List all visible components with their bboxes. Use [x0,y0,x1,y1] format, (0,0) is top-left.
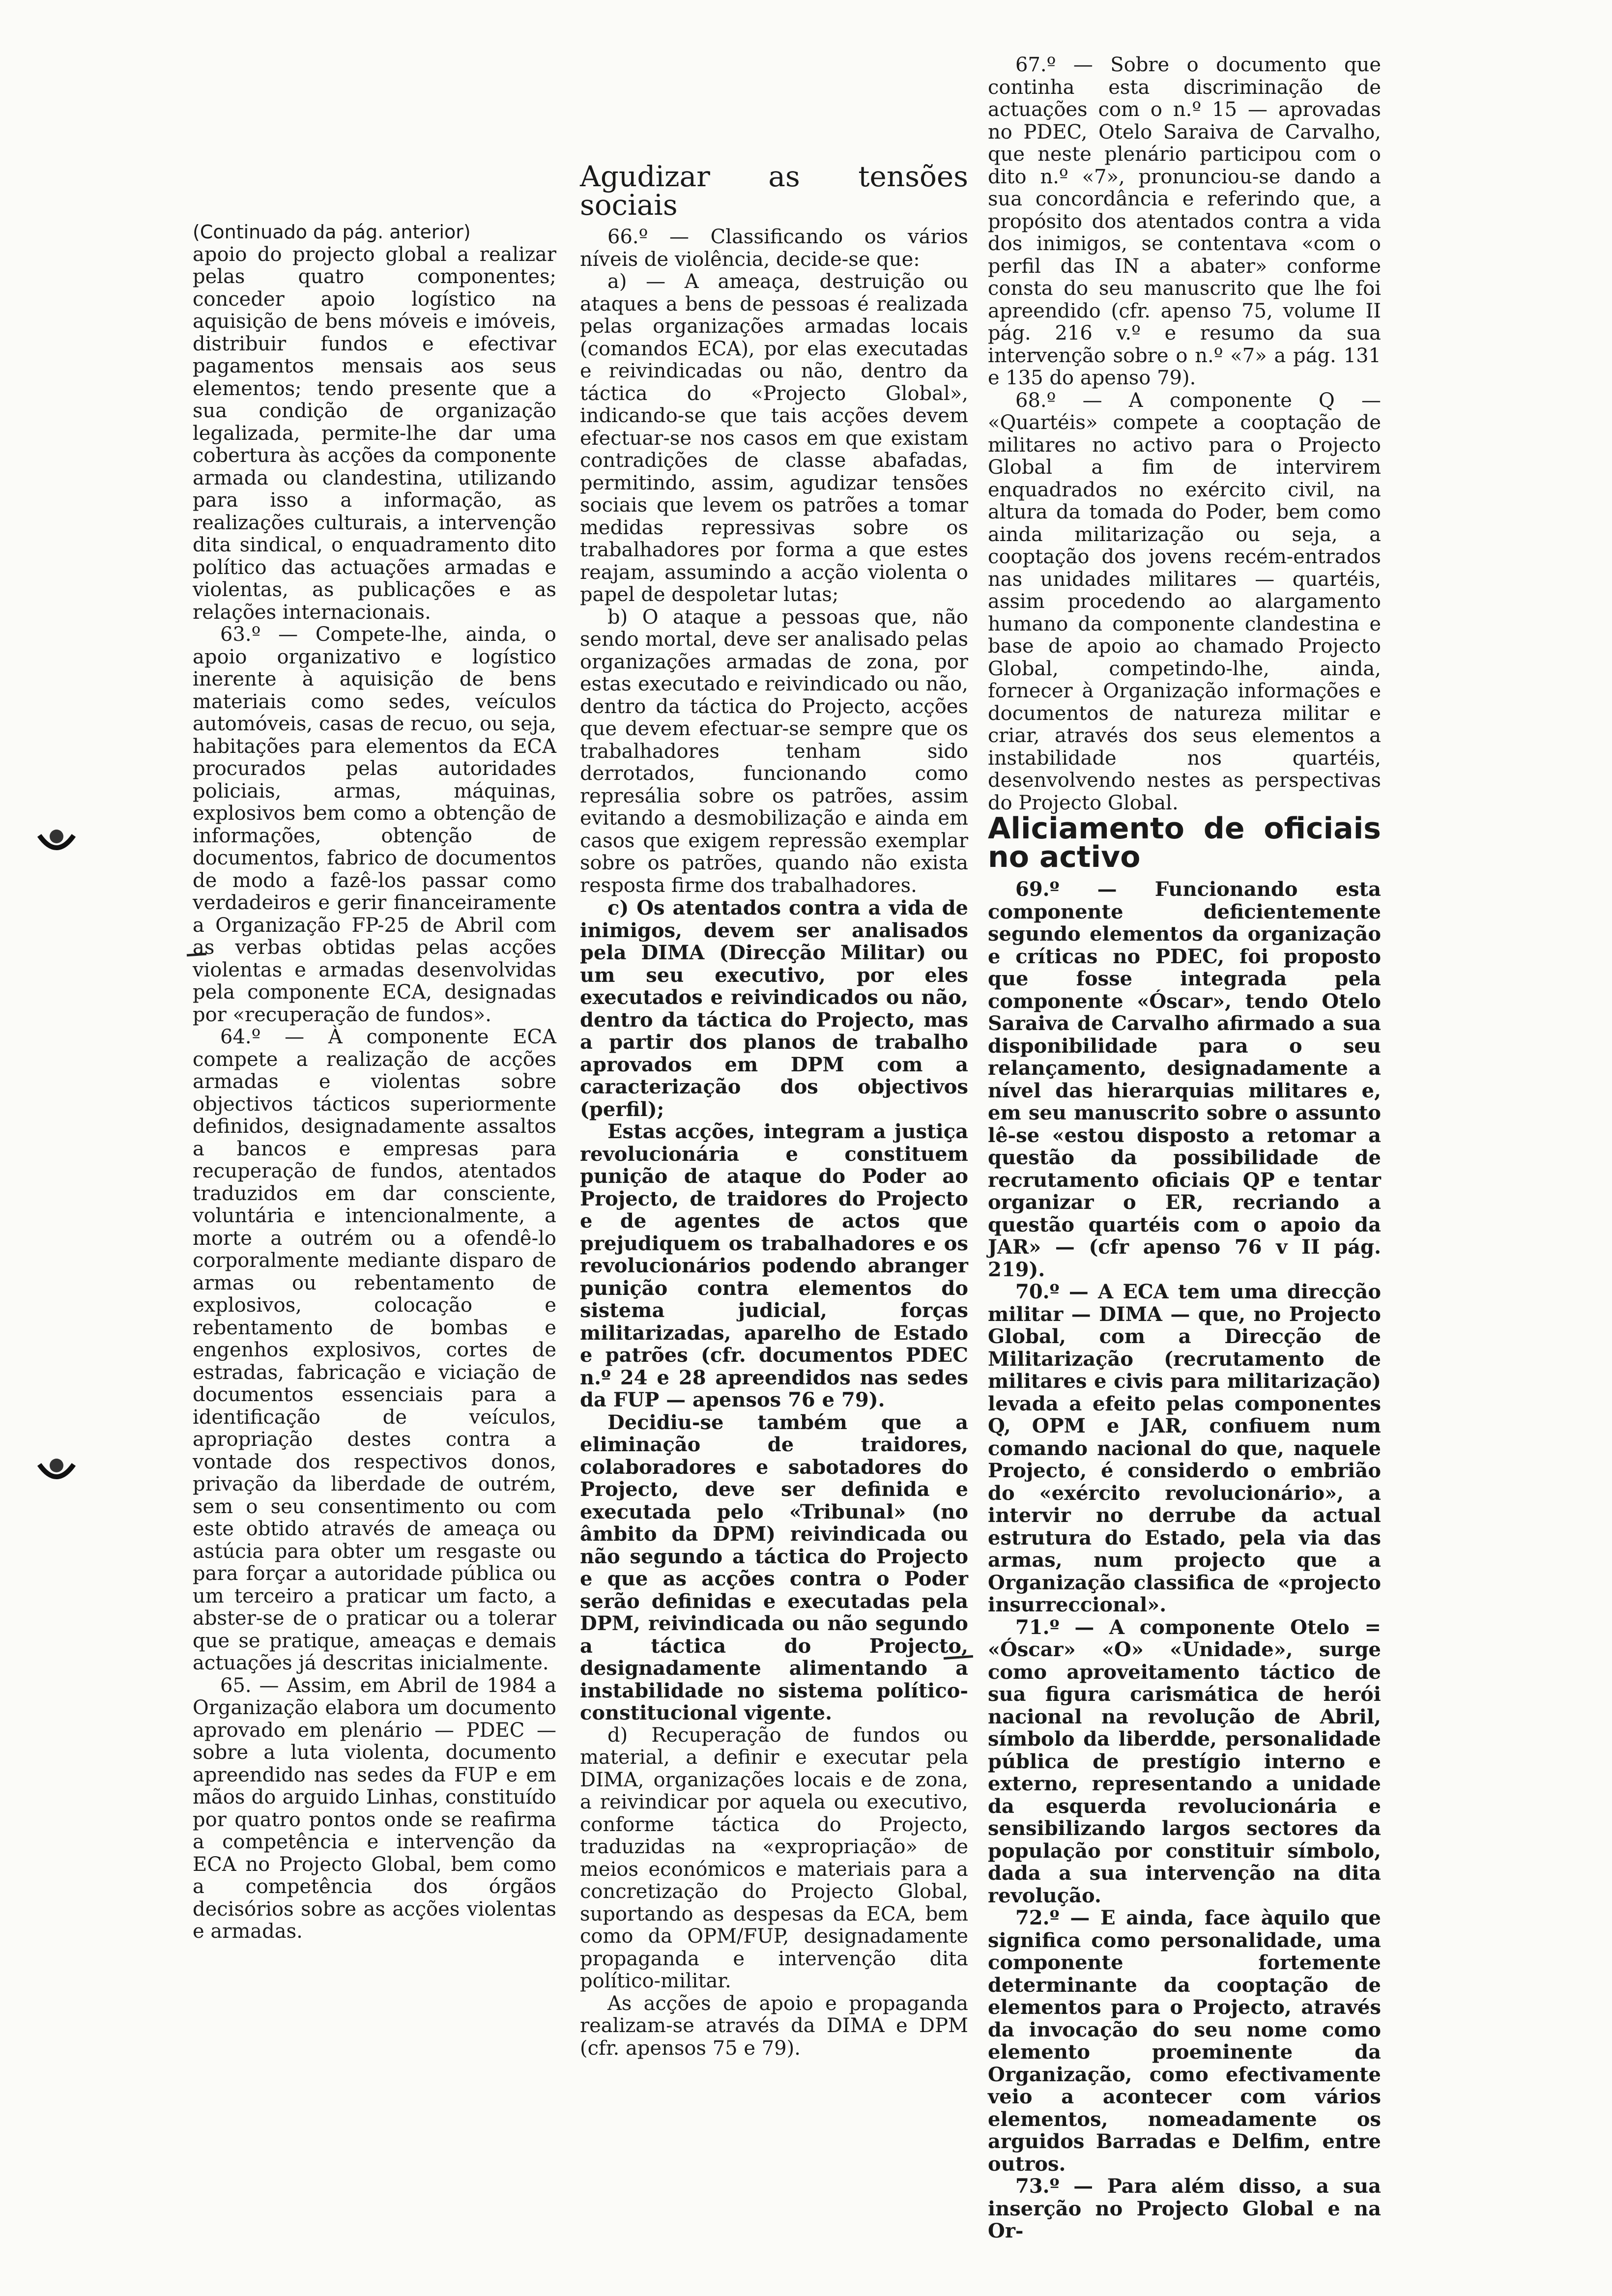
column-right [988,54,1381,2242]
paragraph-68: 68.º — A componente Q — «Quartéis» compete a cooptação de militares no activo para o Projecto Global a fim de intervirem enquadrados no exército civil, na altura da tomada do Poder, bem como ainda militarização ou seja, a cooptação dos jovens recém-entrados nas unidades militares — quartéis, assim procedendo ao alargamento humano da componente clandestina e base de apoio ao chamado Projecto Global, competindo-lhe, ainda, fornecer à Organização informações e documentos de natureza militar e criar, através dos seus elementos a instabilidade nos quartéis, desenvolvendo nestes as perspectivas do Projecto Global. [988,389,1381,814]
paragraph-66d: d) Recuperação de fundos ou material, a definir e executar pela DIMA, organizações locais e de zona, a reivindicar por aquela ou executivo, conforme táctica do Projecto, traduzidas na «expropriação» de meios económicos e materiais para a concretização do Projecto Global, suportando as despesas da ECA, bem como da OPM/FUP, designadamente propaganda e intervenção dita político-militar. [580,1723,968,1992]
paragraph-66c: c) Os atentados contra a vida de inimigos, devem ser analisados pela DIMA (Direcção Militar) ou um seu executivo, por eles executados e reivindicados ou não, dentro da táctica do Projecto, mas a partir dos planos de trabalho aprovados em DPM com a caracterização dos objectivos (perfil); [580,896,968,1121]
paragraph-as-accoes: As acções de apoio e propaganda realizam-se através da DIMA e DPM (cfr. apensos 75 e 79). [580,1992,968,2060]
paragraph-63: 63.º — Compete-lhe, ainda, o apoio organizativo e logístico inerente à aquisição de bens materiais como sedes, veículos automóveis, casas de recuo, ou seja, habitações para elementos da ECA procurados pelas autoridades policiais, armas, máquinas, explosivos bem como a obtenção de informações, obtenção de documentos, fabrico de documentos de modo a fazê-los passar como verdadeiros e gerir financeiramente a Organização FP-25 de Abril com as verbas obtidas pelas acções violentas e armadas desenvolvidas pela componente ECA, designadas por «recuperação de fundos». [193,623,556,1026]
paragraph-64: 64.º — À componente ECA compete a realização de acções armadas e violentas sobre objectivos tácticos superiormente definidos, designadamente assaltos a bancos e empresas para recuperação de fundos, atentados traduzidos em dar consciente, voluntária e intencionalmente, a morte a outrém ou a ofendê-lo corporalmente mediante disparo de armas ou rebentamento de explosivos, colocação e rebentamento de bombas e engenhos explosivos, cortes de estradas, fabricação e viciação de documentos essenciais para a identificação de veículos, apropriação destes contra a vontade dos respectivos donos, privação da liberdade de outrém, sem o seu consentimento ou com este obtido através de ameaça ou astúcia para obter um resgaste ou para forçar a autoridade pública ou um terceiro a praticar um facto, a abster-se de o praticar ou a tolerar que se pratique, ameaças e demais actuações já descritas inicialmente. [193,1026,556,1674]
paragraph-62-cont: apoio do projecto global a realizar pelas quatro componentes; conceder apoio logístico na aquisição de bens móveis e imóveis, distribuir fundos e efectivar pagamentos mensais aos seus elementos; tendo presente que a sua condição de organização legalizada, permite-lhe dar uma cobertura às acções da componente armada ou clandestina, utilizando para isso a informação, as realizações culturais, a intervenção dita sindical, o enquadramento dito político das actuações armadas e violentas, as publicações e as relações internacionais. [193,243,556,624]
paragraph-66a: a) — A ameaça, destruição ou ataques a bens de pessoas é realizada pelas organizações armadas locais (comandos ECA), por elas executadas e reivindicadas ou não, dentro da táctica do «Projecto Global», indicando-se que tais acções devem efectuar-se nos casos em que existam contradições de classe abafadas, permitindo, assim, agudizar tensões sociais que levem os patrões a tomar medidas repressivas sobre os trabalhadores por forma a que estes reajam, assumindo a acção violenta o papel de despoletar lutas; [580,270,968,606]
binder-hole-icon [34,1455,79,1489]
paragraph-66: 66.º — Classificando os vários níveis de violência, decide-se que: [580,226,968,271]
paragraph-estas: Estas acções, integram a justiça revolucionária e constituem punição de ataque do Poder ao Projecto, de traidores do Projecto e de agentes de actos que prejudiquem os trabalhadores e os revolucionários podendo abranger punição contra elementos do sistema judicial, forças militarizadas, aparelho de Estado e patrões (cfr. documentos PDEC n.º 24 e 28 apreendidos nas sedes da FUP — apensos 76 e 79). [580,1120,968,1411]
binder-hole-icon [34,826,79,860]
paragraph-71: 71.º — A componente Otelo = «Óscar» «O» «Unidade», surge como aproveitamento táctico de sua figura carismática de herói nacional na revolução de Abril, símbolo da liberdde, personalidade pública de prestígio interno e externo, representando a unidade da esquerda revolucionária e sensibilizando largos sectores da população por constituir símbolo, dada a sua intervenção na dita revolução. [988,1615,1381,1907]
paragraph-decidiu: Decidiu-se também que a eliminação de traidores, colaboradores e sabotadores do Projecto, deve ser definida e executada pelo «Tribunal» (no âmbito da DPM) reivindicada ou não segundo a táctica do Projecto e que as acções contra o Poder serão definidas e executadas pela DPM, reivindicada ou não segundo a táctica do Projecto, designadamente alimentando a instabilidade no sistema político-constitucional vigente. [580,1410,968,1724]
paragraph-73: 73.º — Para além disso, a sua inserção no Projecto Global e na Or- [988,2175,1381,2242]
paragraph-69: 69.º — Funcionando esta componente deficientemente segundo elementos da organização e críticas no PDEC, foi proposto que fosse integrada pela componente «Óscar», tendo Otelo Saraiva de Carvalho afirmado a sua disponibilidade para o seu relançamento, designadamente a nível das hierarquias militares e, em seu manuscrito sobre o assunto lê-se «estou disposto a retomar a questão da possibilidade de recrutamento oficiais QP e tentar organizar o ER, recriando a questão quartéis com o apoio da JAR» — (cfr apenso 76 v II pág. 219). [988,878,1381,1281]
paragraph-67: 67.º — Sobre o documento que continha esta discriminação de actuações com o n.º 15 — aprovadas no PDEC, Otelo Saraiva de Carvalho, que neste plenário participou com o dito n.º «7», pronunciou-se dando a sua concordância e referindo que, a propósito dos atentados contra a vida dos inimigos, se contentava «com o perfil das IN a abater» conforme consta do seu manuscrito que lhe foi apreendido (cfr. apenso 75, volume II pág. 216 v.º e resumo da sua intervenção sobre o n.º «7» a pág. 131 e 135 do apenso 79). [988,54,1381,389]
column-left [193,221,556,1943]
column-middle [580,162,968,2060]
continued-note: (Continuado da pág. anterior) [193,221,471,243]
section-heading: Aliciamento de oficiais no activo [988,811,1381,874]
paragraph-70: 70.º — A ECA tem uma direcção militar — DIMA — que, no Projecto Global, com a Direcção de Militarização (recrutamento de militares e civis para militarização) levada a efeito pelas componentes Q, OPM e JAR, confiuem num comando nacional do que, naquele Projecto, é considerdo o embrião do «exército revolucionário», a intervir no derrube da actual estrutura do Estado, pela via das armas, num projecto que a Organização classifica de «projecto insurreccional». [988,1280,1381,1616]
paragraph-65: 65. — Assim, em Abril de 1984 a Organização elabora um documento aprovado em plenário — PDEC — sobre a luta violenta, documento apreendido nas sedes da FUP e em mãos do arguido Linhas, constituído por quatro pontos onde se reafirma a competência e intervenção da ECA no Projecto Global, bem como a competência dos órgãos decisórios sobre as acções violentas e armadas. [193,1674,556,1943]
paragraph-72: 72.º — E ainda, face àquilo que significa como personalidade, uma componente fortemente determinante da cooptação de elementos para o Projecto, através da invocação do seu nome como elemento proeminente da Organização, como efectivamente veio a acontecer com vários elementos, nomeadamente os arguidos Barradas e Delfim, entre outros. [988,1906,1381,2176]
paragraph-66b: b) O ataque a pessoas que, não sendo mortal, deve ser analisado pelas organizações armadas de zona, por estas executado e reivindicado ou não, dentro da táctica do Projecto, acções que devem efectuar-se sempre que os trabalhadores tenham sido derrotados, funcionando como represália sobre os patrões, assim evitando a desmobilização e ainda em casos que exigem repressão exemplar sobre os patrões, quando não exista resposta firme dos trabalhadores. [580,605,968,897]
section-heading: Agudizar as tensões sociais [580,160,968,222]
